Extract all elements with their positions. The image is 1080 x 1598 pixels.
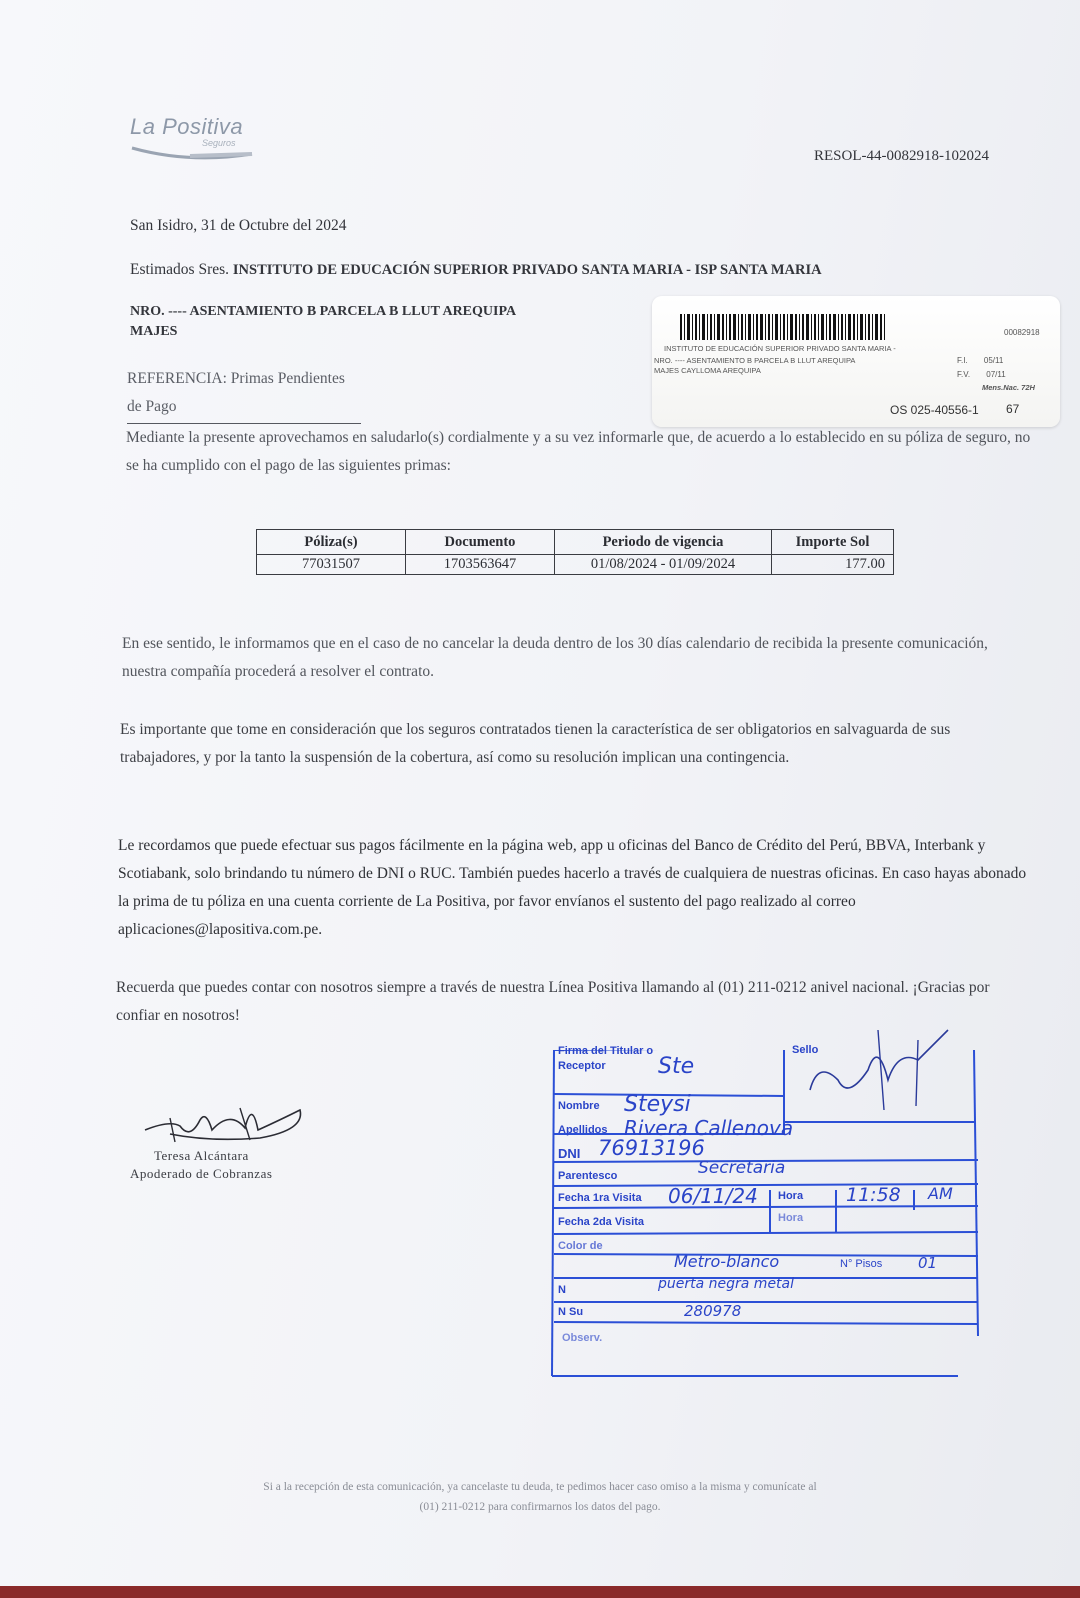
apellidos-value: Rivera Callenova (624, 1116, 794, 1140)
obs-label: Observ. (562, 1332, 603, 1344)
paragraph-payment-channels: Le recordamos que puede efectuar sus pagos fácilmente en la página web, app u oficinas del Banco de Crédito del Perú, BBVA, Interbank y Scotiabank, solo brindando tu número de DNI o RUC. También puedes hacerlo a través de cualquiera de nuestras oficinas. En caso hayas abonado la prima de tu póliza en una cuenta corriente de La Positiva, por favor envíanos el sustento del pago realizado al correo aplicaciones@lapositiva.com.pe. (118, 837, 1027, 938)
address-line-1: NRO. ---- ASENTAMIENTO B PARCELA B LLUT AREQUIPA (130, 304, 517, 319)
column-header: Importe Sol (772, 530, 894, 555)
footer-line-1: Si a la recepción de esta comunicación, ya cancelaste tu deuda, te pedimos hacer caso omiso a la misma y comunícate al (263, 1481, 817, 1493)
logo-sub: Seguros (202, 138, 236, 148)
sticker-fi (957, 356, 1003, 365)
n1-value: puerta negra metal (658, 1276, 795, 1292)
column-header: Documento (406, 530, 555, 555)
column-header: Póliza(s) (257, 530, 406, 555)
policy-cell: 77031507 (257, 555, 406, 575)
date-line: San Isidro, 31 de Octubre del 2024 (130, 217, 347, 234)
company-logo (130, 114, 260, 170)
paragraph-contact: Recuerda que puedes contar con nosotros siempre a través de nuestra Línea Positiva llamando al (01) 211-0212 anivel nacional. ¡Gracias por confiar en nosotros! (116, 979, 990, 1024)
barcode-icon (680, 314, 900, 340)
firma-label: Firma del Titular o Receptor (558, 1045, 654, 1072)
footer-note (150, 1477, 930, 1517)
sello-signature (798, 1020, 958, 1120)
visita1-label: Fecha 1ra Visita (558, 1192, 642, 1204)
n1-label: N (558, 1284, 566, 1296)
handwritten-signature (140, 1090, 310, 1150)
greeting: Estimados Sres. (130, 261, 230, 278)
hora2-label: Hora (778, 1212, 804, 1224)
sticker-os-num: 67 (1006, 402, 1020, 416)
hora-value: 11:58 (846, 1184, 901, 1206)
dni-value: 76913196 (598, 1136, 705, 1160)
addressee-line (130, 256, 822, 284)
reference-label: REFERENCIA: (127, 370, 227, 387)
n2-value: 280978 (684, 1302, 742, 1320)
reference-text: Primas Pendientes de Pago (127, 370, 345, 415)
footer-line-2: (01) 211-0212 para confirmarnos los datos del pago. (419, 1501, 661, 1513)
n2-label: N Su (558, 1306, 584, 1318)
address-line-2: MAJES (130, 324, 178, 339)
parentesco-label: Parentesco (558, 1170, 618, 1182)
document-cell: 1703563647 (406, 555, 555, 575)
pisos-label: N° Pisos (840, 1258, 883, 1270)
visita2-label: Fecha 2da Visita (558, 1216, 645, 1228)
sticker-delivery: Mens.Nac. 72H (982, 383, 1035, 392)
signatory-name: Teresa Alcántara (154, 1148, 249, 1163)
period-cell: 01/08/2024 - 01/09/2024 (555, 555, 772, 575)
parentesco-value: Secretaria (698, 1158, 786, 1178)
addressee-name: INSTITUTO DE EDUCACIÓN SUPERIOR PRIVADO SANTA MARIA - ISP SANTA MARIA (232, 262, 822, 278)
dni-label: DNI (558, 1146, 581, 1161)
pisos-value: 01 (918, 1254, 938, 1272)
logo-swoosh-icon (130, 144, 255, 162)
paragraph-importance: Es importante que tome en consideración que los seguros contratados tienen la característica de ser obligatorios en salvaguarda de sus trabajadores, y por la tanto la suspensión de la cobertura, así como su resolución implican una contingencia. (120, 721, 951, 766)
firma-value: Ste (658, 1054, 695, 1079)
intro-paragraph: Mediante la presente aprovechamos en saludarlo(s) cordialmente y a su vez informarle que, de acuerdo a lo establecido en su póliza de seguro, no se ha cumplido con el pago de las siguientes primas: (126, 429, 1031, 474)
apellidos-label: Apellidos (558, 1124, 608, 1136)
paragraph-deadline: En ese sentido, le informamos que en el caso de no cancelar la deuda dentro de los 30 días calendario de recibida la presente comunicación, nuestra compañía procederá a resolver el contrato. (122, 635, 988, 680)
courier-sticker (652, 296, 1060, 427)
ampm-value: AM (928, 1184, 953, 1203)
reference-line (127, 365, 361, 424)
signatory-role: Apoderado de Cobranzas (130, 1166, 273, 1181)
hora-label: Hora (778, 1190, 804, 1202)
sticker-fi-label: F.I. (957, 356, 968, 365)
nombre-label: Nombre (558, 1100, 600, 1112)
column-header: Periodo de vigencia (555, 530, 772, 555)
reference-code: RESOL-44-0082918-102024 (814, 148, 989, 164)
sticker-line-2: NRO. ---- ASENTAMIENTO B PARCELA B LLUT AREQUIPA (654, 356, 856, 365)
sticker-fv-label: F.V. (957, 370, 971, 379)
amount-cell: 177.00 (772, 555, 894, 575)
sticker-line-1: INSTITUTO DE EDUCACIÓN SUPERIOR PRIVADO SANTA MARIA - (664, 344, 896, 353)
visita1-value: 06/11/24 (668, 1184, 758, 1208)
nombre-value: Steysi (624, 1092, 691, 1117)
sello-label: Sello (792, 1044, 819, 1056)
logo-name: La Positiva (130, 114, 244, 139)
color-value: Metro-blanco (674, 1252, 780, 1271)
color-label: Color de (558, 1240, 603, 1252)
pending-premiums-table (256, 529, 894, 575)
sticker-fi-value: 05/11 (983, 356, 1004, 365)
receipt-stamp (548, 1044, 992, 1380)
sticker-line-3: MAJES CAYLLOMA AREQUIPA (654, 366, 761, 375)
sticker-os: OS 025-40556-1 (890, 403, 979, 417)
table-header-row (257, 530, 894, 555)
page-bottom-edge (0, 1586, 1080, 1598)
table-row (257, 555, 894, 575)
sticker-fv (957, 370, 1006, 379)
sticker-code: 00082918 (1004, 328, 1040, 337)
sticker-fv-value: 07/11 (986, 370, 1006, 379)
